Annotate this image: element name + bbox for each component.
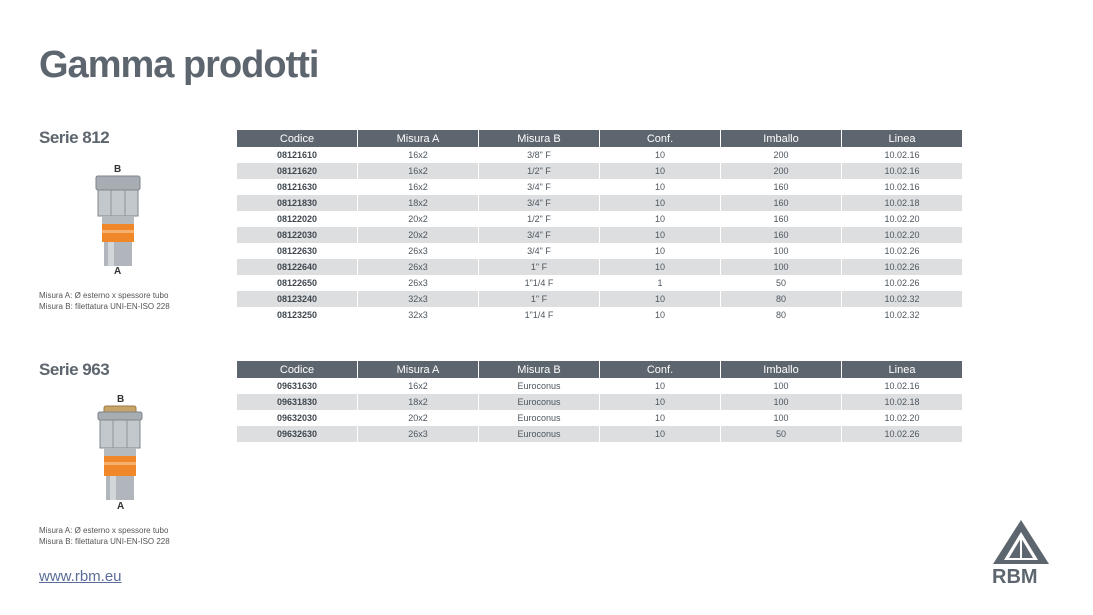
cell-misura-a: 20x2 [358, 227, 478, 243]
cell-conf: 10 [600, 291, 720, 307]
cell-misura-b: 3/8" F [527, 150, 551, 160]
col-linea: Linea [842, 130, 962, 147]
cell-conf: 10 [600, 259, 720, 275]
cell-imballo: 50 [721, 426, 841, 442]
cell-conf: 10 [654, 214, 665, 224]
col-conf: Conf. [600, 130, 720, 147]
cell-misura-a: 16x2 [358, 163, 478, 179]
table-row [237, 147, 962, 163]
cell-imballo: 160 [721, 195, 841, 211]
fitting-812-label-a: A [114, 266, 122, 277]
note-misura-a: Misura A: Ø esterno x spessore tubo [39, 291, 169, 300]
cell-linea: 10.02.26 [884, 278, 920, 288]
col-misura-b: Misura B [479, 361, 599, 378]
table-header-row [237, 361, 962, 378]
cell-linea: 10.02.32 [842, 291, 962, 307]
cell-codice: 08121610 [276, 150, 318, 160]
rbm-logo-text: RBM [992, 566, 1038, 588]
col-misura-b: Misura B [479, 130, 599, 147]
cell-imballo: 200 [721, 163, 841, 179]
cell-codice: 09632030 [276, 413, 318, 423]
cell-linea: 10.02.20 [842, 227, 962, 243]
table-row [237, 243, 962, 259]
note-misura-b: Misura B: filettatura UNI-EN-ISO 228 [39, 302, 170, 311]
note-misura-b: Misura B: filettatura UNI-EN-ISO 228 [39, 537, 170, 546]
cell-codice: 08122650 [276, 278, 318, 288]
cell-misura-a: 32x3 [358, 291, 478, 307]
cell-imballo: 80 [775, 310, 786, 320]
cell-imballo: 50 [775, 278, 786, 288]
fitting-812-image [92, 174, 144, 268]
cell-imballo: 100 [773, 381, 789, 391]
cell-conf: 1 [657, 278, 663, 288]
fitting-963-image [94, 404, 146, 502]
cell-linea: 10.02.18 [842, 394, 962, 410]
cell-codice: 08122630 [276, 246, 318, 256]
cell-conf: 10 [654, 310, 665, 320]
table-header-row [237, 130, 962, 147]
cell-misura-a: 18x2 [358, 195, 478, 211]
table-row [237, 394, 962, 410]
fitting-963-label-a: A [117, 501, 125, 512]
cell-codice: 09632630 [237, 426, 357, 442]
page-title: Gamma prodotti [39, 44, 319, 86]
cell-imballo: 100 [721, 394, 841, 410]
col-misura-a: Misura A [358, 130, 478, 147]
cell-misura-b: 3/4" F [479, 227, 599, 243]
cell-linea: 10.02.26 [842, 426, 962, 442]
table-row [237, 259, 962, 275]
cell-misura-b: 3/4" F [527, 246, 551, 256]
cell-conf: 10 [654, 413, 665, 423]
cell-misura-a: 26x3 [358, 259, 478, 275]
cell-misura-a: 20x2 [408, 214, 428, 224]
cell-linea: 10.02.16 [884, 381, 920, 391]
series-812-table [236, 130, 963, 323]
table-row [237, 307, 962, 323]
cell-codice: 09631630 [276, 381, 318, 391]
cell-conf: 10 [600, 195, 720, 211]
series-812-note [39, 290, 170, 312]
col-linea: Linea [842, 361, 962, 378]
table-row [237, 211, 962, 227]
cell-misura-a: 16x2 [408, 381, 428, 391]
cell-linea: 10.02.32 [884, 310, 920, 320]
cell-conf: 10 [600, 227, 720, 243]
cell-misura-b: 3/4" F [479, 195, 599, 211]
cell-linea: 10.02.26 [884, 246, 920, 256]
cell-imballo: 200 [773, 150, 789, 160]
cell-imballo: 160 [773, 214, 789, 224]
table-row [237, 410, 962, 426]
cell-misura-a: 16x2 [408, 182, 428, 192]
cell-codice: 08121830 [237, 195, 357, 211]
cell-misura-b: 3/4" F [527, 182, 551, 192]
cell-misura-a: 26x3 [358, 426, 478, 442]
table-row [237, 426, 962, 442]
cell-imballo: 100 [773, 246, 789, 256]
cell-conf: 10 [654, 381, 665, 391]
cell-misura-a: 18x2 [358, 394, 478, 410]
table-row [237, 275, 962, 291]
cell-codice: 09631830 [237, 394, 357, 410]
series-963-title: Serie 963 [39, 360, 110, 379]
cell-codice: 08122030 [237, 227, 357, 243]
cell-codice: 08122020 [276, 214, 318, 224]
cell-misura-b: Euroconus [517, 381, 561, 391]
cell-misura-b: Euroconus [479, 426, 599, 442]
col-conf: Conf. [600, 361, 720, 378]
table-row [237, 227, 962, 243]
cell-linea: 10.02.18 [842, 195, 962, 211]
col-imballo: Imballo [721, 361, 841, 378]
cell-imballo: 80 [721, 291, 841, 307]
col-codice: Codice [237, 130, 357, 147]
cell-misura-a: 20x2 [408, 413, 428, 423]
cell-misura-a: 26x3 [408, 246, 428, 256]
series-812-title: Serie 812 [39, 128, 110, 147]
cell-codice: 08123240 [237, 291, 357, 307]
cell-misura-b: 1/2" F [479, 163, 599, 179]
cell-linea: 10.02.20 [884, 214, 920, 224]
fitting-812-label-b: B [114, 164, 122, 175]
cell-misura-b: 1/2" F [527, 214, 551, 224]
cell-misura-b: 1"1/4 F [524, 278, 554, 288]
cell-misura-b: Euroconus [479, 394, 599, 410]
cell-imballo: 100 [773, 413, 789, 423]
cell-conf: 10 [600, 394, 720, 410]
cell-conf: 10 [654, 246, 665, 256]
cell-misura-b: 1" F [479, 259, 599, 275]
note-misura-a: Misura A: Ø esterno x spessore tubo [39, 526, 169, 535]
cell-codice: 08123250 [276, 310, 318, 320]
cell-conf: 10 [654, 182, 665, 192]
cell-conf: 10 [600, 426, 720, 442]
cell-linea: 10.02.26 [842, 259, 962, 275]
col-codice: Codice [237, 361, 357, 378]
cell-imballo: 100 [721, 259, 841, 275]
cell-misura-a: 32x3 [408, 310, 428, 320]
cell-conf: 10 [654, 150, 665, 160]
cell-codice: 08121630 [276, 182, 318, 192]
website-link[interactable]: www.rbm.eu [39, 568, 122, 585]
cell-codice: 08121620 [237, 163, 357, 179]
cell-misura-b: 1"1/4 F [524, 310, 554, 320]
rbm-logo-icon [990, 518, 1052, 566]
cell-conf: 10 [600, 163, 720, 179]
cell-misura-b: 1" F [479, 291, 599, 307]
table-row [237, 163, 962, 179]
table-row [237, 179, 962, 195]
series-963-table [236, 361, 963, 442]
cell-misura-a: 16x2 [408, 150, 428, 160]
col-imballo: Imballo [721, 130, 841, 147]
table-row [237, 195, 962, 211]
series-963-note [39, 525, 170, 547]
cell-linea: 10.02.20 [884, 413, 920, 423]
fitting-963-label-b: B [117, 394, 125, 405]
cell-imballo: 160 [773, 182, 789, 192]
table-row [237, 291, 962, 307]
table-row [237, 378, 962, 394]
cell-misura-b: Euroconus [517, 413, 561, 423]
cell-codice: 08122640 [237, 259, 357, 275]
cell-imballo: 160 [721, 227, 841, 243]
cell-linea: 10.02.16 [842, 163, 962, 179]
col-misura-a: Misura A [358, 361, 478, 378]
cell-linea: 10.02.16 [884, 182, 920, 192]
cell-misura-a: 26x3 [408, 278, 428, 288]
cell-linea: 10.02.16 [884, 150, 920, 160]
